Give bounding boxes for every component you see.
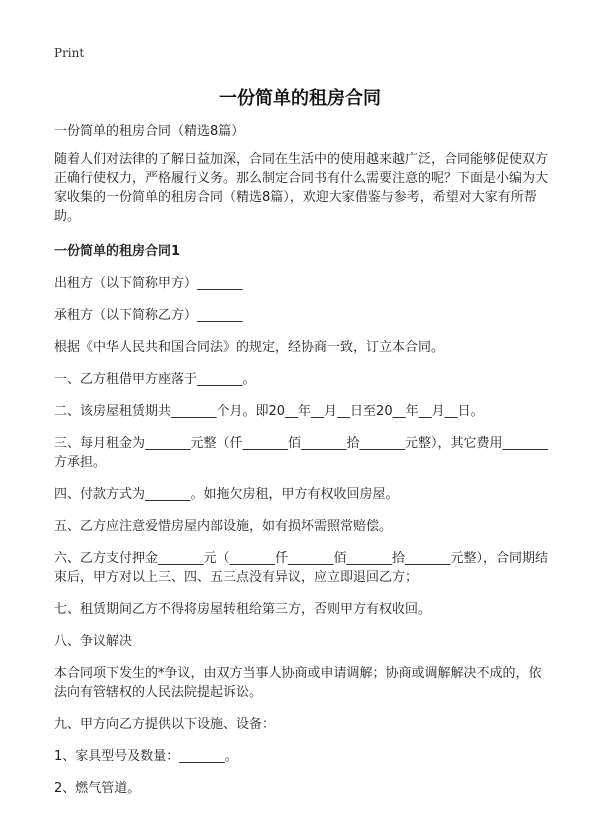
document-body: [54, 122, 554, 798]
clause-5: 五、乙方应注意爱惜房屋内部设施，如有损坏需照常赔偿。: [54, 519, 393, 534]
section-heading: 一份简单的租房合同1: [54, 244, 181, 259]
clause-1: 一、乙方租借甲方座落于_______。: [54, 372, 256, 387]
lessor-line: 出租方（以下简称甲方）_______: [54, 276, 243, 291]
legal-basis-paragraph: 根据《中华人民共和国合同法》的规定，经协商一致，订立本合同。: [54, 340, 445, 355]
clause-3: 三、每月租金为_______元整（仟_______佰_______拾_______元整），其它费用_______方承担。: [54, 436, 549, 470]
clause-8-heading: 八、争议解决: [54, 634, 133, 649]
print-link[interactable]: Print: [54, 46, 85, 60]
lessee-line: 承租方（以下简称乙方）_______: [54, 308, 243, 323]
facility-item-1: 1、家具型号及数量：_______。: [54, 749, 238, 764]
clause-9: 九、甲方向乙方提供以下设施、设备：: [54, 717, 276, 732]
clause-2: 二、该房屋租赁期共_______个月。即20__年__月__日至20__年__月__日。: [54, 404, 484, 419]
clause-4: 四、付款方式为_______。如拖欠房租，甲方有权收回房屋。: [54, 487, 399, 502]
intro-line: 一份简单的租房合同（精选8篇）: [54, 124, 245, 139]
clause-6: 六、乙方支付押金_______元（_______仟_______佰_______拾_______元整），合同期结束后，甲方对以上三、四、五三点没有异议，应立即退回乙方；: [54, 551, 549, 585]
description-paragraph: 随着人们对法律的了解日益加深，合同在生活中的使用越来越广泛，合同能够促使双方正确行使权力，严格履行义务。那么制定合同书有什么需要注意的呢？下面是小编为大家收集的一份简单的租房合同（精选8篇），欢迎大家借鉴与参考，希望对大家有所帮助。: [54, 152, 549, 224]
facility-item-2: 2、燃气管道。: [54, 781, 141, 796]
clause-7: 七、租赁期间乙方不得将房屋转租给第三方，否则甲方有权收回。: [54, 602, 432, 617]
document-title: 一份简单的租房合同: [219, 88, 381, 109]
dispute-paragraph: 本合同项下发生的*争议，由双方当事人协商或申请调解；协商或调解解决不成的，依法向有管辖权的人民法院提起诉讼。: [54, 666, 542, 700]
